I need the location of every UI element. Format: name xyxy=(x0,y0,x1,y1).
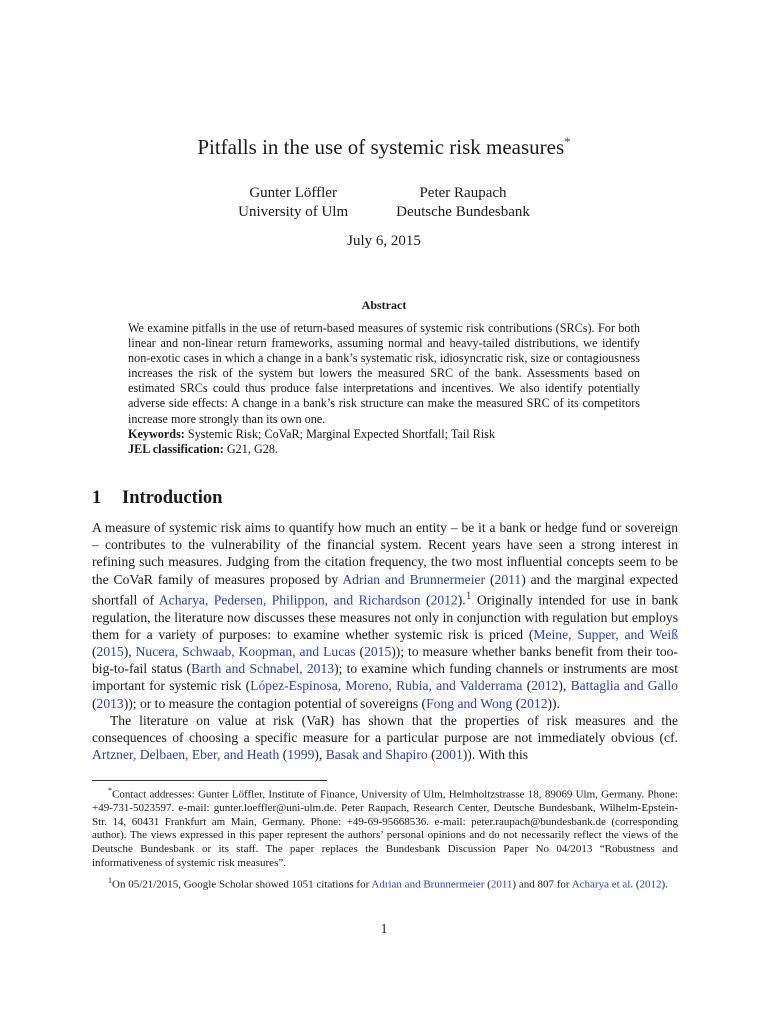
paper-title xyxy=(0,134,768,160)
citation-year-link[interactable]: 2001 xyxy=(435,747,463,763)
jel-text: G21, G28. xyxy=(226,441,278,456)
section-heading xyxy=(92,488,222,509)
section-title: Introduction xyxy=(122,488,223,508)
citation-link[interactable]: Nucera, Schwaab, Koopman, and Lucas xyxy=(135,643,356,659)
footnote-ref-1[interactable]: 1 xyxy=(465,589,472,602)
footnote-rule xyxy=(92,780,327,781)
citation-link[interactable]: Adrian and Brunnermeier xyxy=(371,878,485,891)
text-run: ) and the marginal expected shortfall of xyxy=(92,571,678,608)
keywords-label: Keywords: xyxy=(128,426,185,441)
citation-link[interactable]: Artzner, Delbaen, Eber, and Heath xyxy=(92,747,280,763)
text-run: )). xyxy=(547,695,560,711)
citation-link[interactable]: Adrian and Brunnermeier xyxy=(342,571,486,587)
footnote-star xyxy=(92,784,678,870)
jel-label: JEL classification: xyxy=(128,441,224,456)
footnote-marker: 1 xyxy=(108,876,112,885)
paragraph-2 xyxy=(92,712,678,764)
author-affiliation: University of Ulm xyxy=(238,204,349,220)
author-name: Peter Raupach xyxy=(419,185,507,201)
text-run: )); or to measure the contagion potential of sovereigns ( xyxy=(123,695,427,711)
text-run: Originally intended for use in bank regulation, the literature now discusses these measures not only in conjunction with regulation but employs them for a variety of purposes: to examine whether systemic risk is priced ( xyxy=(92,592,678,642)
citation-year-link[interactable]: 2012 xyxy=(531,678,559,694)
text-run: ). xyxy=(457,592,466,608)
footnote-text: On 05/21/2015, Google Scholar showed 1051 citations for xyxy=(112,878,372,891)
paragraph-1 xyxy=(92,519,678,712)
text-run: ( xyxy=(522,678,532,694)
text-run: ( xyxy=(279,747,288,763)
citation-link[interactable]: Battaglia and Gallo xyxy=(570,678,678,694)
body-text xyxy=(92,519,678,763)
keywords-line xyxy=(128,427,640,442)
citation-year-link[interactable]: 2012 xyxy=(430,592,458,608)
citation-link[interactable]: Acharya et al. xyxy=(571,878,634,891)
title-footnote-marker[interactable]: * xyxy=(564,134,571,149)
text-run: The literature on value at risk (VaR) has shown that the properties of risk measures and the consequences of choosing a specific measure for a particular purpose are not immediately obvious (cf. xyxy=(92,712,678,745)
text-run: ( xyxy=(92,643,97,659)
citation-link[interactable]: López-Espinosa, Moreno, Rubia, and Valderrama xyxy=(250,678,523,694)
citation-link[interactable]: Meine, Supper, and Weiß xyxy=(533,626,678,642)
text-run: ( xyxy=(420,592,431,608)
citation-year-link[interactable]: 2011 xyxy=(494,571,522,587)
citation-year-link[interactable]: 2015 xyxy=(364,643,392,659)
footnote-marker: * xyxy=(108,786,112,795)
text-run: )); to measure whether banks benefit from their too-big-to-fail status ( xyxy=(92,643,678,677)
footnote-1: $^1$On 05/21/2015, Google Scholar showed 1051 citations for Adrian and Brunnermeier (2011) and 807 for Acharya et al. (2012). xyxy=(108,876,668,891)
abstract-block xyxy=(128,321,640,457)
citation-year-link[interactable]: 2015 xyxy=(96,643,124,659)
section-number: 1 xyxy=(92,488,102,508)
author-name: Gunter Löffler xyxy=(249,185,337,201)
paper-date: July 6, 2015 xyxy=(347,233,421,249)
text-run: ( xyxy=(92,695,97,711)
text-run: A measure of systemic risk aims to quantify how much an entity – be it a bank or hedge fund or sovereign – contributes to the vulnerability of the financial system. Recent years have seen a strong interest in refining such measures. Judging from the citation frequency, the two most influential concepts seem to be the CoVaR family of measures proposed by xyxy=(92,520,678,587)
citation-year-link[interactable]: 2012 xyxy=(520,695,548,711)
author-affiliation: Deutsche Bundesbank xyxy=(396,204,530,220)
citation-link[interactable]: Basak and Shapiro xyxy=(325,747,428,763)
jel-line xyxy=(128,442,640,457)
author-2 xyxy=(396,184,530,222)
keywords-text: Systemic Risk; CoVaR; Marginal Expected Shortfall; Tail Risk xyxy=(187,426,496,441)
page-number: 1 xyxy=(380,921,388,936)
text-run: ), xyxy=(558,678,571,694)
text-run: ( xyxy=(355,643,365,659)
text-run: ( xyxy=(427,747,436,763)
text-run: ), xyxy=(123,643,136,659)
citation-year-link[interactable]: 2011 xyxy=(490,878,513,891)
title-text: Pitfalls in the use of systemic risk measures xyxy=(197,135,565,159)
abstract-heading: Abstract xyxy=(361,298,407,312)
text-run: ); to examine which funding channels or instruments are most important for systemic risk ( xyxy=(92,661,678,694)
abstract-text: We examine pitfalls in the use of return-based measures of systemic risk contributions (SRCs). For both linear and non-linear return frameworks, assuming normal and heavy-tailed distributions, we identify non-exotic cases in which a change in a bank’s systematic risk, idiosyncratic risk, size or contagiousness increases the risk of the system but lowers the measured SRC of the bank. Assessments based on estimated SRCs could thus produce false interpretations and incentives. We also identify potentially adverse side effects: A change in a bank’s risk structure can make the measured SRC of its competitors increase more strongly than its own one. xyxy=(128,321,640,426)
text-run: )). With this xyxy=(462,747,529,763)
citation-link[interactable]: Acharya, Pedersen, Philippon, and Richardson xyxy=(158,592,421,608)
citation-year-link[interactable]: 1999 xyxy=(287,747,315,763)
text-run: ( xyxy=(485,571,495,587)
citation-link[interactable]: Fong and Wong xyxy=(426,695,513,711)
citation-year-link[interactable]: 2012 xyxy=(639,878,662,891)
text-run: ( xyxy=(512,695,521,711)
text-run: ), xyxy=(314,747,326,763)
author-1 xyxy=(238,184,348,222)
author-block xyxy=(0,184,768,222)
footnote-text: and 807 for xyxy=(516,878,572,891)
footnote-text: Contact addresses: Gunter Löffler, Institute of Finance, University of Ulm, Helmholtzstrasse 18, 89069 Ulm, Germany. Phone: +49-731-5023597. e-mail: gunter.loeffler@uni-ulm.de. Peter Raupach, Research Center, Deutsche Bundesbank, Wilhelm-Epstein-Str. 14, 60431 Frankfurt am Main, Germany. Phone: +49-69-95668536. e-mail: peter.raupach@bundesbank.de (corresponding author). The views expressed in this paper represent the authors’ personal opinions and do not necessarily reflect the views of the Deutsche Bundesbank or its staff. The paper replaces the Bundesbank Discussion Paper No 04/2013 “Robustness and informativeness of systemic risk measures”. xyxy=(92,788,678,869)
citation-year-link[interactable]: 2013 xyxy=(96,695,124,711)
citation-link[interactable]: Barth and Schnabel, 2013 xyxy=(191,661,335,677)
